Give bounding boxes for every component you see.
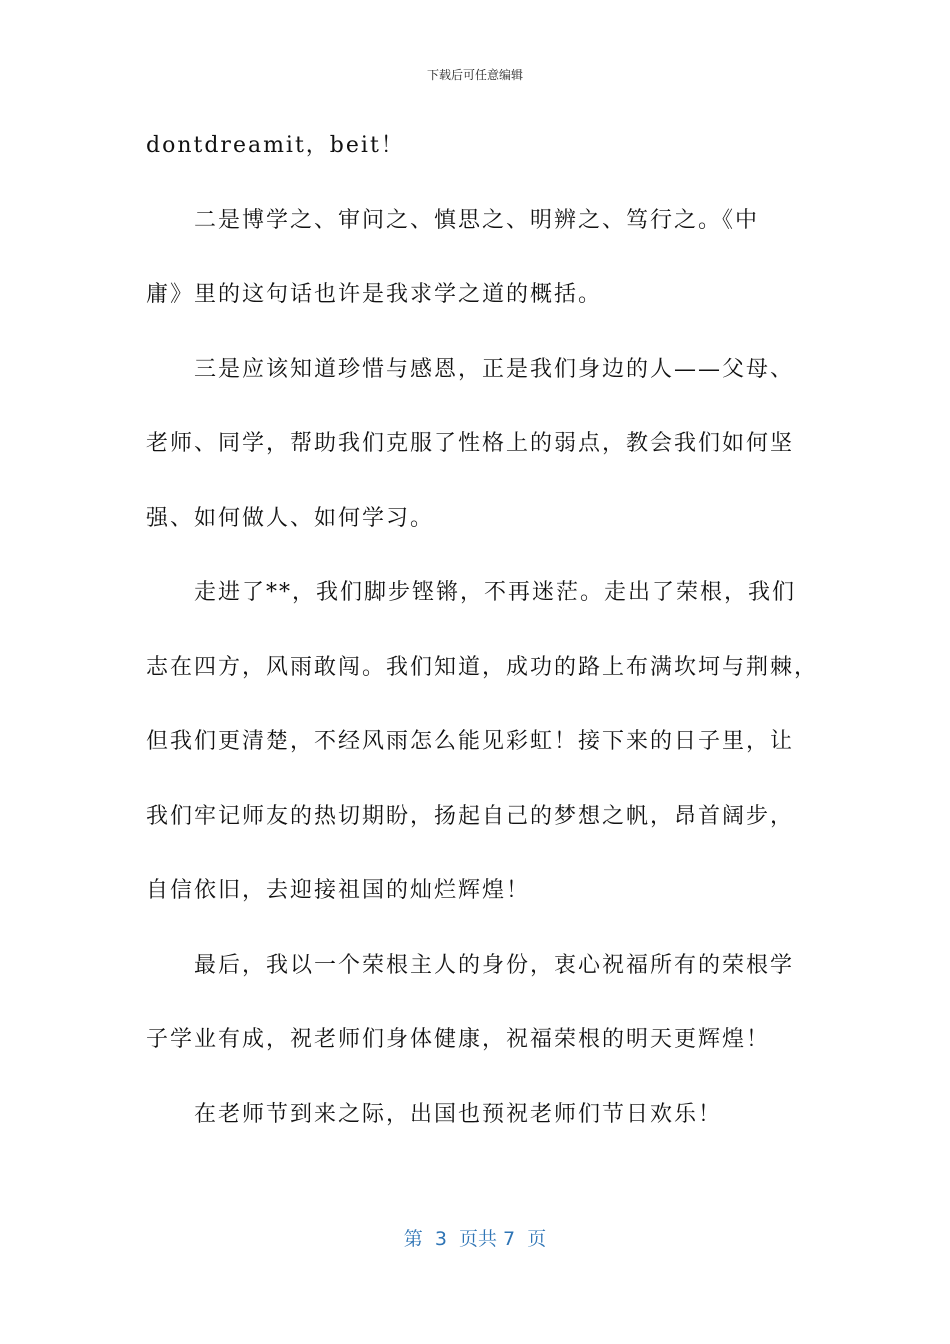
text-line: 老师、同学，帮助我们克服了性格上的弱点，教会我们如何坚 [146, 431, 795, 456]
header-note: 下载后可任意编辑 [426, 68, 523, 82]
text-line: 我们牢记师友的热切期盼，扬起自己的梦想之帆，昂首阔步， [146, 803, 795, 829]
text-line: 强、如何做人、如何学习。 [146, 505, 435, 531]
text-line: dontdreamit，beit！ [146, 133, 405, 158]
text-line: 二是博学之、审问之、慎思之、明辨之、笃行之。《中 [194, 207, 760, 233]
text-line: 在老师节到来之际，出国也预祝老师们节日欢乐！ [194, 1101, 723, 1127]
text-line: 子学业有成，祝老师们身体健康，祝福荣根的明天更辉煌！ [146, 1027, 771, 1052]
text-line: 最后，我以一个荣根主人的身份，衷心祝福所有的荣根学 [194, 952, 795, 978]
page-number-footer: 第 3 页共 7 页 [403, 1228, 547, 1250]
text-line: 三是应该知道珍惜与感恩，正是我们身边的人——父母、 [194, 356, 795, 382]
text-line: 庸》里的这句话也许是我求学之道的概括。 [146, 282, 603, 307]
text-line: 但我们更清楚，不经风雨怎么能见彩虹！接下来的日子里，让 [146, 729, 795, 754]
text-line: 志在四方，风雨敢闯。我们知道，成功的路上布满坎坷与荆棘， [146, 654, 819, 680]
document-body [146, 126, 818, 1169]
text-line: 走进了**，我们脚步铿锵，不再迷茫。走出了荣根，我们 [194, 580, 797, 605]
text-line: 自信依旧，去迎接祖国的灿烂辉煌！ [146, 878, 531, 903]
